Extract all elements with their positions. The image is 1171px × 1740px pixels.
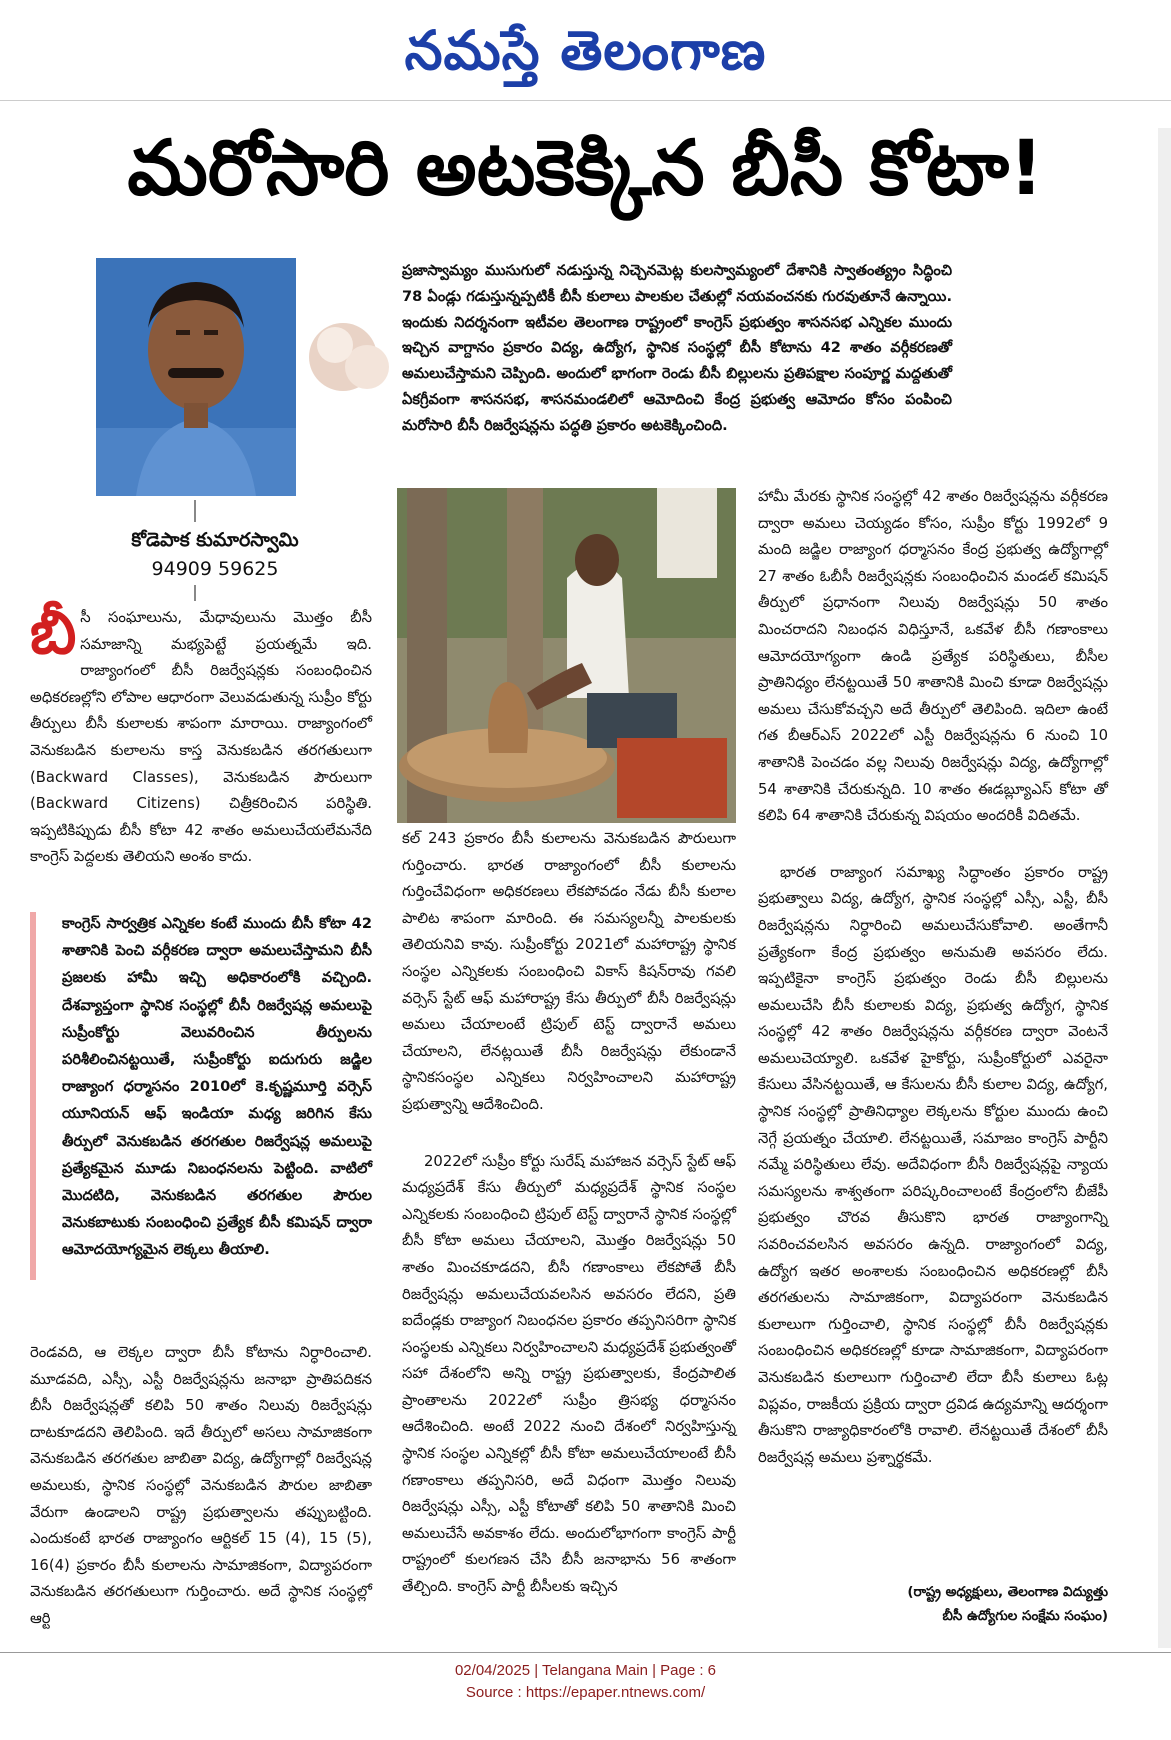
footer-source: Source : https://epaper.ntnews.com/ — [465, 1684, 706, 1701]
drop-cap: బీ — [30, 598, 77, 668]
author-phone: 94909 59625 — [151, 558, 279, 580]
author-photo — [96, 258, 296, 496]
column-2-paragraph-2: 2022లో సుప్రీం కోర్టు సురేష్ మహాజన వర్సెస్ స్టేట్ ఆఫ్ మధ్యప్రదేశ్ కేసు తీర్పులో మధ్యప్రదేశ్ స్థానిక సంస్థల ఎన్నికలకు సంబంధించి ట్రిపుల్ టెస్ట్ ద్వారానే స్థానిక సంస్థల్లో బీసీ కోటా అమలు చేయాలని, మొత్తం రిజర్వేషన్లు 50 శాతం మించకూడదని, బీసీ గణాంకాలు లేకపోతే బీసీ రిజర్వేషన్లు అమలుచేయవలసిన అవసరం లేదని, ప్రతి ఐదేండ్లకు రాజ్యాంగ నిబంధనల ప్రకారం తప్పనిసరిగా స్థానిక సంస్థలకు ఎన్నికలు నిర్వహించాలని మధ్యప్రదేశ్ ప్రభుత్వంతో సహా దేశంలోని అన్ని రాష్ట్ర ప్రభుత్వాలకు, కేంద్రపాలిత ప్రాంతాలను 2022లో సుప్రీం త్రిసభ్య ధర్మాసనం ఆదేశించింది. అంటే 2022 నుంచి దేశంలో నిర్వహిస్తున్న స్థానిక సంస్థల ఎన్నికల్లో బీసీ కోటా అమలుచేయాలంటే బీసీ గణాంకాలు తప్పనిసరి, అదే విధంగా మొత్తం నిలువు రిజర్వేషన్లు ఎస్సీ, ఎస్టీ కోటాతో కలిపి 50 శాతానికి మించి అమలుచేసే అవకాశం లేదు. అందులోభాగంగా కాంగ్రెస్ పార్టీ రాష్ట్రంలో కులగణన చేసి బీసీ జనాభాను 56 శాతంగా తేల్చింది. కాంగ్రెస్ పార్టీ బీసీలకు ఇచ్చిన — [402, 1152, 736, 1596]
footer-dateline: 02/04/2025 | Telangana Main | Page : 6 — [454, 1662, 717, 1679]
designation-line-1: (రాష్ట్ర అధ్యక్షులు, తెలంగాణ విద్యుత్తు — [907, 1584, 1108, 1600]
highlight-bar — [30, 912, 36, 1280]
column-1-top — [30, 598, 372, 871]
quote-ornament — [305, 305, 405, 405]
intro-paragraph: ప్రజాస్వామ్యం ముసుగులో నడుస్తున్న నిచ్చెనమెట్ల కులస్వామ్యంలో దేశానికి స్వాతంత్య్రం సిద్ధించి 78 ఏండ్లు గడుస్తున్నప్పటికీ బీసీ కులాలు పాలకుల చేతుల్లో నయవంచనకు గురవుతూనే ఉన్నాయి. ఇందుకు నిదర్శనంగా ఇటీవల తెలంగాణ రాష్ట్రంలో కాంగ్రెస్ ప్రభుత్వం శాసనసభ ఎన్నికల ముందు ఇచ్చిన వాగ్దానం ప్రకారం విద్య, ఉద్యోగ, స్థానిక సంస్థల్లో బీసీ కోటాను 42 శాతం వర్గీకరణతో అమలుచేస్తామని చెప్పింది. అందులో భాగంగా రెండు బీసీ బిల్లులను ప్రతిపక్షాల సంపూర్ణ మద్దతుతో ఏకగ్రీవంగా శాసనసభ, శాసనమండలిలో ఆమోదించి కేంద్ర ప్రభుత్వ ఆమోదం కోసం పంపించి మరోసారి బీసీ రిజర్వేషన్లను పద్ధతి ప్రకారం అటకెక్కించింది. — [402, 262, 952, 434]
headline: మరోసారి అటకెక్కిన బీసీ కోటా! — [127, 123, 1044, 212]
author-byline — [90, 525, 340, 583]
column-2-paragraph-1: కల్ 243 ప్రకారం బీసీ కులాలను వెనుకబడిన పౌరులుగా గుర్తించారు. భారత రాజ్యాంగంలో బీసీ కులాలను గుర్తించేవిధంగా అధికరణలు లేకపోవడం నేడు బీసీ కులాల పాలిట శాపంగా మారింది. ఈ సమస్యలన్నీ పాలకులకు తెలియనివి కావు. సుప్రీంకోర్టు 2021లో మహారాష్ట్ర స్థానిక సంస్థల ఎన్నికలకు సంబంధించి వికాస్ కిషన్‌రావు గవలి వర్సెస్ స్టేట్ ఆఫ్ మహారాష్ట్ర కేసు తీర్పులో బీసీ రిజర్వేషన్లు అమలు చేయాలంటే ట్రిపుల్ టెస్ట్ ద్వారానే అమలు చేయాలని, లేనట్లయితే బీసీ రిజర్వేషన్లు లేకుండానే స్థానికసంస్థల ఎన్నికలు నిర్వహించాలని మహారాష్ట్ర ప్రభుత్వాన్ని ఆదేశించింది. — [402, 830, 736, 1113]
page-edge-strip — [1158, 128, 1171, 1648]
masthead-divider — [0, 100, 1171, 101]
page-footer — [0, 1660, 1171, 1704]
column-3 — [758, 484, 1108, 1471]
column-2 — [402, 826, 736, 1601]
highlight-paragraph: కాంగ్రెస్ సార్వత్రిక ఎన్నికల కంటే ముందు బీసీ కోటా 42 శాతానికి పెంచి వర్గీకరణ ద్వారా అమలుచేస్తామని బీసీ ప్రజలకు హామీ ఇచ్చి అధికారంలోకి వచ్చింది. దేశవ్యాప్తంగా స్థానిక సంస్థల్లో బీసీ రిజర్వేషన్ల అమలుపై సుప్రీంకోర్టు వెలువరించిన తీర్పులను పరిశీలించినట్టయితే, సుప్రీంకోర్టు ఐదుగురు జడ్జిల రాజ్యాంగ ధర్మాసనం 2010లో కె.కృష్ణమూర్తి వర్సెస్ యూనియన్ ఆఫ్ ఇండియా మధ్య జరిగిన కేసు తీర్పులో వెనుకబడిన తరగతుల రిజర్వేషన్ల అమలుపై ప్రత్యేకమైన మూడు నిబంధనలను పెట్టింది. వాటిలో మొదటిది, వెనుకబడిన తరగతుల పౌరుల వెనుకబాటుకు సంబంధించి ప్రత్యేక బీసీ కమిషన్ ద్వారా ఆమోదయోగ్యమైన లెక్కలు తీయాలి. — [62, 915, 372, 1259]
column-3-paragraph-2: భారత రాజ్యాంగ సమాఖ్య సిద్ధాంతం ప్రకారం రాష్ట్ర ప్రభుత్వాలు విద్య, ఉద్యోగ, స్థానిక సంస్థల్లో ఎస్సీ, ఎస్టీ, బీసీ రిజర్వేషన్లను నిర్ధారించి అమలుచేసుకోవాలి. అంతేగానీ ప్రత్యేకంగా కేంద్ర ప్రభుత్వం అనుమతి అవసరం లేదు. ఇప్పటికైనా కాంగ్రెస్ ప్రభుత్వం రెండు బీసీ బిల్లులను అమలుచేసి బీసీ కులాలకు విద్య, ప్రభుత్వ ఉద్యోగ, స్థానిక సంస్థల్లో 42 శాతం రిజర్వేషన్లను వర్గీకరణ ద్వారా వెంటనే అమలుచెయ్యాలి. ఒకవేళ హైకోర్టు, సుప్రీంకోర్టులో ఎవరైనా కేసులు వేసినట్టయితే, ఆ కేసులను బీసీ కులాల విద్య, ఉద్యోగ, స్థానిక సంస్థల్లో ప్రాతినిధ్యాల లెక్కలను కోర్టుల ముందు ఉంచి నెగ్గే ప్రయత్నం చేయాలి. లేనట్టయితే, సమాజం కాంగ్రెస్ పార్టీని నమ్మే పరిస్థితులు లేవు. అదేవిధంగా బీసీ రిజర్వేషన్లపై న్యాయ సమస్యలను శాశ్వతంగా పరిష్కరించాలంటే కేంద్రంలోని బీజేపీ ప్రభుత్వం చొరవ తీసుకొని భారత రాజ్యాంగాన్ని సవరించవలసిన అవసరం ఉన్నది. రాజ్యాంగంలో విద్య, ఉద్యోగ ఇతర అంశాలకు సంబంధించిన అధికరణల్లో బీసీ తరగతులను సామాజికంగా, విద్యాపరంగా వెనుకబడిన కులాలుగా గుర్తించాలి, స్థానిక సంస్థల్లో బీసీ రిజర్వేషన్లకు సంబంధించిన అధికరణల్లో కూడా సామాజికంగా, విద్యాపరంగా వెనుకబడిన కులాలుగా గుర్తించాలి లేదా బీసీ కులాలు ఓట్ల విప్లవం, రాజకీయ ప్రక్రియ ద్వారా ద్రవిడ ఉద్యమాన్ని ఆదర్శంగా తీసుకొని రాజ్యాధికారంలోకి రావాలి. లేనట్టయితే దేశంలో బీసీ రిజర్వేషన్ల అమలు ప్రశ్నార్థకమే. — [758, 863, 1108, 1466]
newspaper-logo: నమస్తే తెలంగాణ — [404, 18, 767, 82]
footer-divider — [0, 1652, 1171, 1653]
designation-line-2: బీసీ ఉద్యోగుల సంక్షేమ సంఘం) — [942, 1608, 1108, 1624]
column-1-paragraph-2: రెండవది, ఆ లెక్కల ద్వారా బీసీ కోటాను నిర్ధారించాలి. మూడవది, ఎస్సీ, ఎస్టీ రిజర్వేషన్లను జనాభా ప్రాతిపదికన బీసీ రిజర్వేషన్లతో కలిపి 50 శాతం నిలువు రిజర్వేషన్లు దాటకూడదని తెలిపింది. ఇదే తీర్పులో అసలు సామాజికంగా వెనుకబడిన తరగతుల జాబితా విద్య, ఉద్యోగాల్లో రిజర్వేషన్ల అమలుకు, స్థానిక సంస్థల్లో వెనుకబడిన పౌరుల జాబితా వేరుగా ఉండాలని రాష్ట్ర ప్రభుత్వాలను తప్పుబట్టింది. ఎందుకంటే భారత రాజ్యాంగం ఆర్టికల్ 15 (4), 15 (5), 16(4) ప్రకారం బీసీ కులాలను సామాజికంగా, విద్యాపరంగా వెనుకబడిన తరగతులుగా గుర్తించారు. అదే స్థానిక సంస్థల్లో ఆర్టి — [30, 1344, 372, 1627]
author-connector — [194, 500, 196, 522]
author-name: కోడెపాక కుమారస్వామి — [131, 529, 299, 551]
potter-photo — [397, 488, 736, 823]
masthead — [0, 0, 1171, 100]
author-connector-lower — [194, 585, 196, 601]
column-1-paragraph-1: సీ సంఘాలును, మేధావులును మొత్తం బీసీ సమాజాన్ని మభ్యపెట్టే ప్రయత్నమే ఇది. రాజ్యాంగంలో బీసీ రిజర్వేషన్లకు సంబంధించిన అధికరణల్లోని లోపాల ఆధారంగా వెలువడుతున్న సుప్రీం కోర్టు తీర్పులు బీసీ కులాలకు శాపంగా మారాయి. రాజ్యాంగంలో వెనుకబడిన కులాలను కాస్త వెనుకబడిన తరగతులుగా (Backward Classes), వెనుకబడిన పౌరులుగా (Backward Citizens) చిత్రీకరించిన పరిస్థితి. ఇప్పటికిప్పుడు బీసీ కోటా 42 శాతం అమలుచేయలేమనేది కాంగ్రెస్ పెద్దలకు తెలియని అంశం కాదు. — [30, 609, 372, 866]
author-designation — [758, 1580, 1108, 1628]
column-3-paragraph-1: హామీ మేరకు స్థానిక సంస్థల్లో 42 శాతం రిజర్వేషన్లను వర్గీకరణ ద్వారా అమలు చెయ్యడం కోసం, సుప్రీం కోర్టు 1992లో 9 మంది జడ్జిల రాజ్యాంగ ధర్మాసనం కేంద్ర ప్రభుత్వ ఉద్యోగాల్లో 27 శాతం ఓబీసీ రిజర్వేషన్లకు సంబంధించిన మండల్ కమిషన్ తీర్పులో ప్రధానంగా నిలువు రిజర్వేషన్లు 50 శాతం మించరాదని నిబంధన విధిస్తూనే, ఒకవేళ బీసీ గణాంకాలు ఆమోదయోగ్యంగా ఉండి ప్రత్యేక పరిస్థితులు, బీసీల ప్రాతినిధ్యం లేనట్టయితే 50 శాతానికి మించి కూడా రిజర్వేషన్లు అమలు చేసుకోవచ్చని అదే తీర్పులో తెలిపింది. ఇదిలా ఉంటే గత బీఆర్ఎస్ 2022లో ఎస్టీ రిజర్వేషన్లను 6 నుంచి 10 శాతానికి పెంచడం వల్ల నిలువు రిజర్వేషన్లు విద్య, ఉద్యోగాల్లో 54 శాతానికి చేరుకున్నది. 10 శాతం ఈడబ్ల్యూఎస్ కోటా తో కలిపి 64 శాతానికి చేరుకున్న విషయం అందరికీ విదితమే. — [758, 488, 1108, 825]
